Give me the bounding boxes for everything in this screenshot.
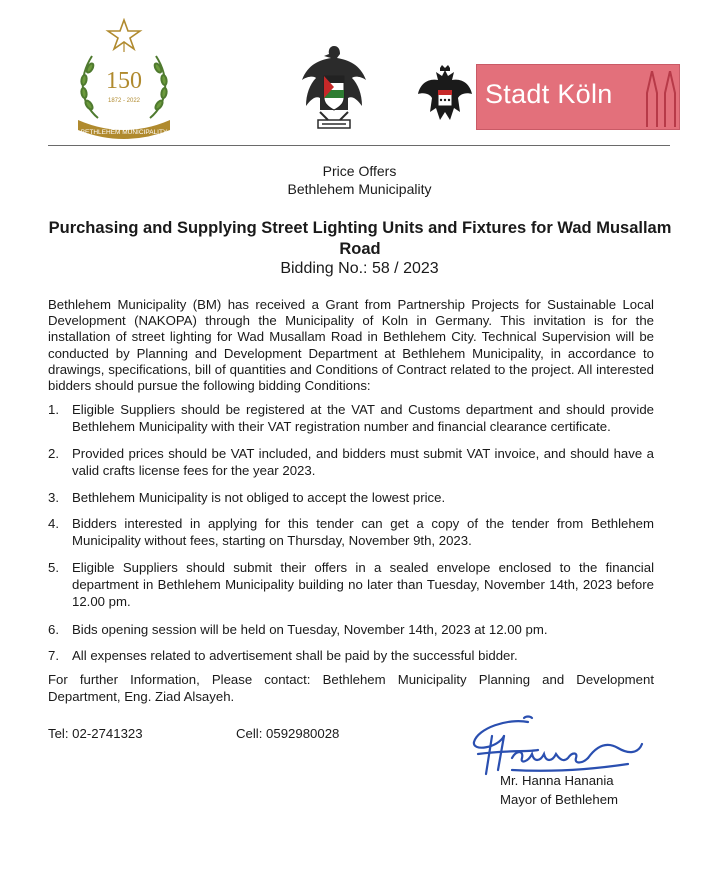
- stadt-koln-logo: [414, 64, 680, 130]
- condition-number: 3.: [48, 490, 59, 505]
- condition-number: 2.: [48, 446, 59, 461]
- condition-text: Bids opening session will be held on Tuesday, November 14th, 2023 at 12.00 pm.: [72, 622, 548, 637]
- svg-text:150: 150: [106, 68, 142, 94]
- koln-logo-banner: [476, 64, 680, 130]
- palestine-eagle-emblem: [298, 40, 370, 140]
- telephone-number: Tel: 02-2741323: [48, 726, 143, 741]
- koln-eagle-crest-icon: [414, 64, 476, 130]
- bethlehem-municipality-logo: [70, 18, 178, 140]
- koln-logo-text: Stadt Köln: [485, 79, 613, 109]
- signatory-name: Mr. Hanna Hanania: [500, 773, 614, 788]
- condition-text: Provided prices should be VAT included, and bidders must submit VAT invoice, and should have a valid crafts license fees for the year 2023.: [72, 446, 654, 478]
- condition-text: Bidders interested in applying for this tender can get a copy of the tender from Bethlehem Municipality without fees, starting on Thursday, November 9th, 2023.: [72, 516, 654, 548]
- condition-text: Eligible Suppliers should submit their offers in a sealed envelope enclosed to the financial department in Bethlehem Municipality building no later than Tuesday, November 14th, 2023 before 12.00 pm.: [72, 560, 654, 609]
- condition-number: 7.: [48, 648, 59, 663]
- handwritten-signature: [468, 714, 646, 778]
- condition-number: 1.: [48, 402, 59, 417]
- bidding-number: Bidding No.: 58 / 2023: [280, 260, 439, 277]
- svg-text:1872 - 2022: 1872 - 2022: [107, 98, 141, 104]
- condition-number: 5.: [48, 560, 59, 575]
- intro-paragraph: Bethlehem Municipality (BM) has received a Grant from Partnership Projects for Sustainable Local Development (NAKOPA) through the Municipality of Koln in Germany. This invitation is for the installation of street lighting for Wad Musallam Road in Bethlehem City. Technical Supervision will be conducted by Planning and Development Department at Bethlehem Municipality, in accordance to drawings, specifications, bill of quantities and Conditions of Contract related to the project. All interested bidders should pursue the following bidding Conditions:: [48, 297, 654, 394]
- issuer-heading: Bethlehem Municipality: [287, 181, 432, 197]
- cathedral-spire-icon: [645, 71, 677, 127]
- page-title: Purchasing and Supplying Street Lighting Units and Fixtures for Wad Musallam Road: [48, 219, 672, 258]
- condition-text: Bethlehem Municipality is not obliged to accept the lowest price.: [72, 490, 446, 505]
- contact-paragraph: For further Information, Please contact: Bethlehem Municipality Planning and Development Department, Eng. Ziad Alsayeh.: [48, 672, 654, 704]
- condition-text: Eligible Suppliers should be registered at the VAT and Customs department and should provide Bethlehem Municipality with their VAT registration number and financial clearance certificate.: [72, 402, 654, 434]
- condition-number: 6.: [48, 622, 59, 637]
- condition-number: 4.: [48, 516, 59, 531]
- doc-type-heading: Price Offers: [322, 163, 397, 179]
- svg-text:BETHLEHEM MUNICIPALITY: BETHLEHEM MUNICIPALITY: [80, 129, 168, 136]
- header-divider: [48, 145, 670, 146]
- signatory-title: Mayor of Bethlehem: [500, 792, 619, 807]
- cell-number: Cell: 0592980028: [236, 726, 340, 741]
- condition-text: All expenses related to advertisement shall be paid by the successful bidder.: [72, 648, 518, 663]
